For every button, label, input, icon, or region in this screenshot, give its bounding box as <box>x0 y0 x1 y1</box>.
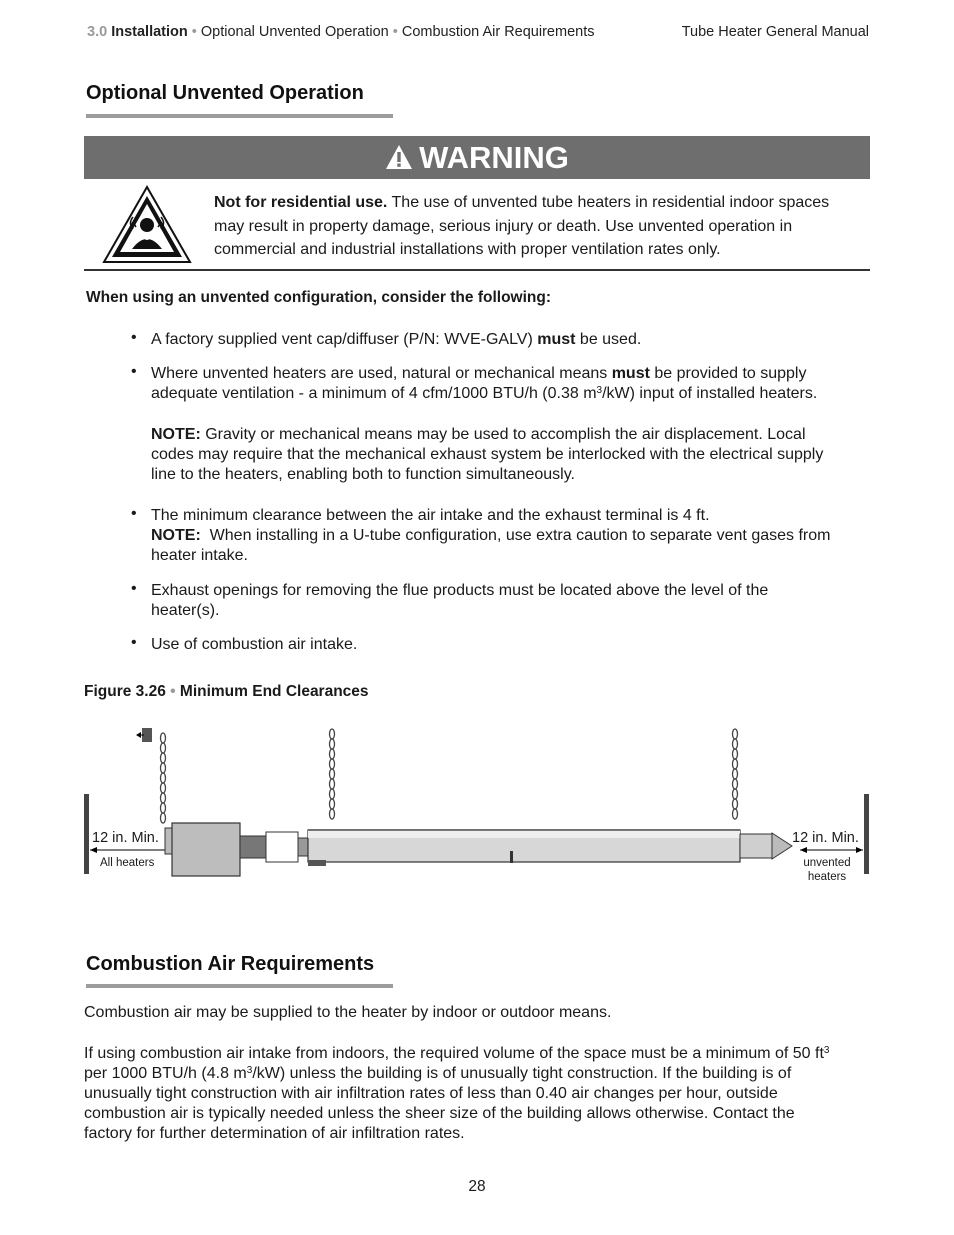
bullet-text: adequate ventilation - a minimum of 4 cfm/1000 BTU/h (0.38 m <box>151 385 597 402</box>
warning-text-line: commercial and industrial installations with proper ventilation rates only. <box>214 241 721 258</box>
section-title: Installation <box>111 24 188 40</box>
heading-underline <box>86 114 393 118</box>
superscript: 3 <box>596 385 603 396</box>
manual-title: Tube Heater General Manual <box>681 24 869 40</box>
bullet-text: The minimum clearance between the air intake and the exhaust terminal is 4 ft. <box>151 507 710 524</box>
paragraph-text: per 1000 BTU/h (4.8 m <box>84 1065 247 1082</box>
note-label: NOTE: <box>151 527 201 544</box>
bullet-text: A factory supplied vent cap/diffuser (P/N: WVE-GALV) <box>151 331 538 348</box>
figure-title: Minimum End Clearances <box>179 683 369 700</box>
bullet-item <box>151 330 866 350</box>
running-header-breadcrumb <box>87 24 594 40</box>
warning-triangle-icon <box>385 138 413 181</box>
note-block <box>151 425 866 485</box>
heading-underline <box>86 984 393 988</box>
bullet-text: be used. <box>575 331 642 348</box>
bullet-item: Use of combustion air intake. <box>151 636 358 653</box>
bullet-emphasis: must <box>611 365 650 382</box>
paragraph-text: /kW) unless the building is of unusually tight construction. If the building is of <box>252 1065 792 1082</box>
paragraph <box>84 1044 874 1144</box>
paragraph-text: combustion air is typically needed unless the sheer size of the building allows otherwise. Contact the <box>84 1105 795 1122</box>
minimum-end-clearances-diagram <box>80 720 880 895</box>
breadcrumb-separator: • <box>191 24 197 40</box>
bullet-item <box>151 506 866 566</box>
burner-box <box>172 823 240 876</box>
consider-heading: When using an unvented configuration, consider the following: <box>86 289 551 306</box>
section-number: 3.0 <box>87 24 108 40</box>
superscript: 3 <box>823 1045 830 1056</box>
hanging-chain-1 <box>161 733 166 823</box>
paragraph-text: If using combustion air intake from indoors, the required volume of the space must be a minimum of 50 ft <box>84 1045 824 1062</box>
bullet-marker: • <box>131 363 137 380</box>
bullet-text: /kW) input of installed heaters. <box>602 385 818 402</box>
figure-number: Figure 3.26 <box>84 683 166 700</box>
caption-line: heaters <box>807 871 847 883</box>
right-wall <box>864 794 869 874</box>
vent-cap <box>772 833 792 859</box>
bullet-text: be provided to supply <box>649 365 807 382</box>
section-heading: Optional Unvented Operation <box>86 82 364 104</box>
page-number: 28 <box>468 1178 486 1195</box>
paragraph-text: factory for further determination of air infiltration rates. <box>84 1125 465 1142</box>
right-clearance-caption <box>796 856 858 884</box>
bullet-text: Exhaust openings for removing the flue products must be located above the level of the <box>151 582 769 599</box>
combustion-chamber <box>266 832 298 862</box>
paragraph: Combustion air may be supplied to the heater by indoor or outdoor means. <box>84 1004 612 1021</box>
bullet-text: heater(s). <box>151 602 220 619</box>
warning-text-line: The use of unvented tube heaters in residential indoor spaces <box>387 194 830 211</box>
breadcrumb-item: Optional Unvented Operation <box>200 24 389 40</box>
bullet-text: Where unvented heaters are used, natural or mechanical means <box>151 365 612 382</box>
superscript: 3 <box>246 1065 253 1076</box>
note-text: heater intake. <box>151 547 248 564</box>
bullet-item <box>151 581 866 621</box>
suffocation-hazard-icon <box>102 185 192 270</box>
warning-text-line: may result in property damage, serious injury or death. Use unvented operation in <box>214 217 793 235</box>
paragraph-text: unusually tight construction with air infiltration rates of less than 0.40 air changes per hour, outside <box>84 1085 778 1102</box>
note-text: When installing in a U-tube configuration, use extra caution to separate vent gases from <box>200 527 831 544</box>
warning-bottom-rule <box>84 269 870 271</box>
hanging-chain-2 <box>330 729 335 819</box>
left-wall <box>84 794 89 874</box>
note-text: Gravity or mechanical means may be used to accomplish the air displacement. Local <box>200 426 806 443</box>
hanging-chain-3 <box>733 729 738 819</box>
bullet-marker: • <box>131 505 137 522</box>
breadcrumb-separator: • <box>392 24 398 40</box>
bullet-marker: • <box>131 634 137 651</box>
bullet-emphasis: must <box>537 331 576 348</box>
left-clearance-caption: All heaters <box>100 857 155 869</box>
breadcrumb-item: Combustion Air Requirements <box>401 24 595 40</box>
section-heading: Combustion Air Requirements <box>86 953 375 975</box>
bullet-marker: • <box>131 329 137 346</box>
note-text: line to the heaters, enabling both to function simultaneously. <box>151 466 575 483</box>
warning-text <box>214 191 864 262</box>
warning-bold-lead: Not for residential use. <box>214 194 388 211</box>
warning-banner <box>84 136 870 179</box>
caption-line: unvented <box>803 857 851 869</box>
figure-separator: • <box>170 683 176 700</box>
bullet-marker: • <box>131 580 137 597</box>
warning-label: WARNING <box>419 140 569 175</box>
note-label: NOTE: <box>151 426 201 443</box>
left-clearance-label: 12 in. Min. <box>92 830 159 846</box>
figure-caption <box>84 683 369 701</box>
note-text: codes may require that the mechanical exhaust system be interlocked with the electrical supply <box>151 446 824 463</box>
right-clearance-label: 12 in. Min. <box>792 830 859 846</box>
bullet-item <box>151 364 866 404</box>
